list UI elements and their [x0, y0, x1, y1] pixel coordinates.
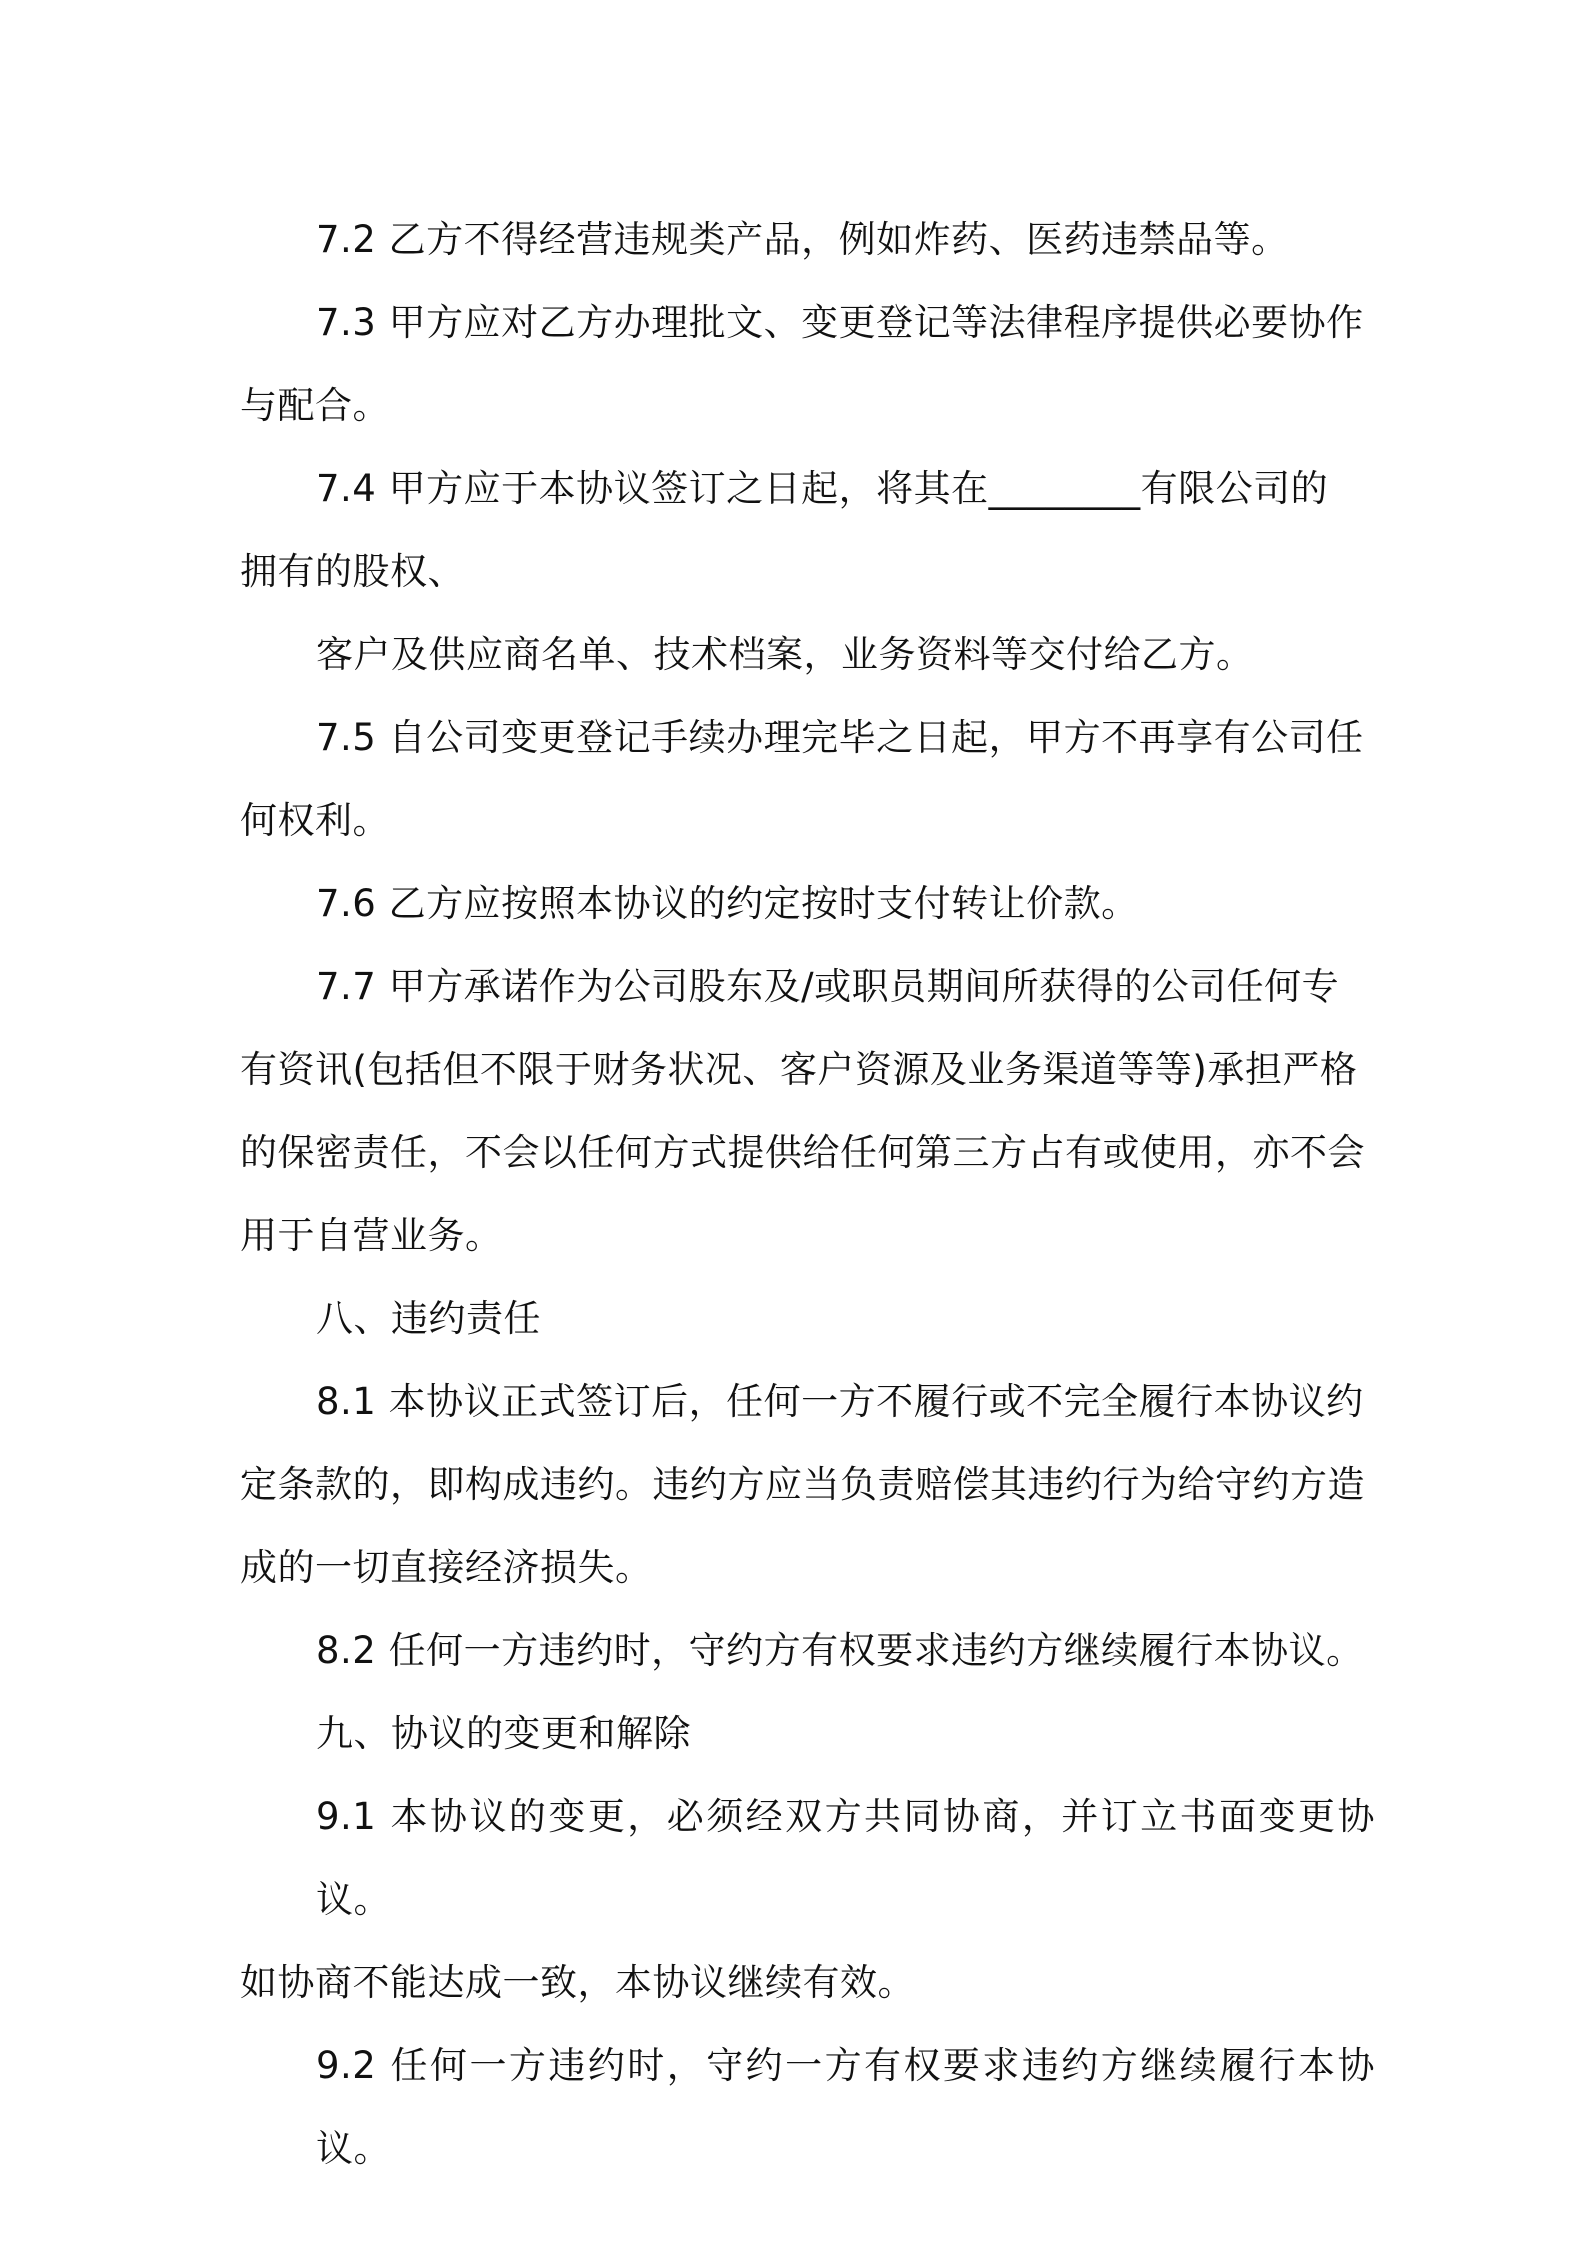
paragraph: [240, 1692, 1375, 1775]
text-line: 7.6 乙方应按照本协议的约定按时支付转让价款。: [316, 882, 1139, 925]
text-line: 拥有的股权、: [240, 550, 465, 593]
paragraph: [240, 1360, 1375, 1609]
text-line: 成的一切直接经济损失。: [240, 1546, 653, 1589]
paragraph: [240, 1609, 1375, 1692]
text-line: 有资讯(包括但不限于财务状况、客户资源及业务渠道等等)承担严格: [240, 1048, 1358, 1091]
text-line: 用于自营业务。: [240, 1214, 503, 1257]
paragraph: [240, 862, 1375, 945]
text-line: 7.3 甲方应对乙方办理批文、变更登记等法律程序提供必要协作: [316, 301, 1364, 344]
text-line: 9.1 本协议的变更，必须经双方共同协商，并订立书面变更协议。: [316, 1795, 1375, 1921]
text-line: 如协商不能达成一致，本协议继续有效。: [240, 1961, 915, 2004]
paragraph: [240, 447, 1375, 613]
paragraph: [240, 696, 1375, 862]
text-line: 客户及供应商名单、技术档案，业务资料等交付给乙方。: [316, 633, 1254, 676]
paragraph: [240, 2024, 1375, 2190]
paragraph: [240, 945, 1375, 1277]
paragraph: [240, 1277, 1375, 1360]
paragraph: [240, 281, 1375, 447]
document-body: [240, 198, 1375, 2190]
text-line: 7.2 乙方不得经营违规类产品，例如炸药、医药违禁品等。: [316, 218, 1289, 261]
text-line: 7.5 自公司变更登记手续办理完毕之日起，甲方不再享有公司任: [316, 716, 1364, 759]
paragraph: [240, 198, 1375, 281]
text-line: 8.1 本协议正式签订后，任何一方不履行或不完全履行本协议约: [316, 1380, 1364, 1423]
text-line: 八、违约责任: [316, 1297, 541, 1340]
text-line: 的保密责任，不会以任何方式提供给任何第三方占有或使用，亦不会: [240, 1131, 1365, 1174]
text-line: 7.4 甲方应于本协议签订之日起，将其在________有限公司的: [316, 467, 1329, 510]
text-line: 九、协议的变更和解除: [316, 1712, 691, 1755]
text-line: 8.2 任何一方违约时，守约方有权要求违约方继续履行本协议。: [316, 1629, 1364, 1672]
paragraph: [240, 613, 1375, 696]
text-line: 定条款的，即构成违约。违约方应当负责赔偿其违约行为给守约方造: [240, 1463, 1365, 1506]
text-line: 7.7 甲方承诺作为公司股东及/或职员期间所获得的公司任何专: [316, 965, 1340, 1008]
text-line: 何权利。: [240, 799, 390, 842]
paragraph: [240, 1775, 1375, 2024]
text-line: 9.2 任何一方违约时，守约一方有权要求违约方继续履行本协议。: [316, 2044, 1375, 2170]
text-line: 与配合。: [240, 384, 390, 427]
